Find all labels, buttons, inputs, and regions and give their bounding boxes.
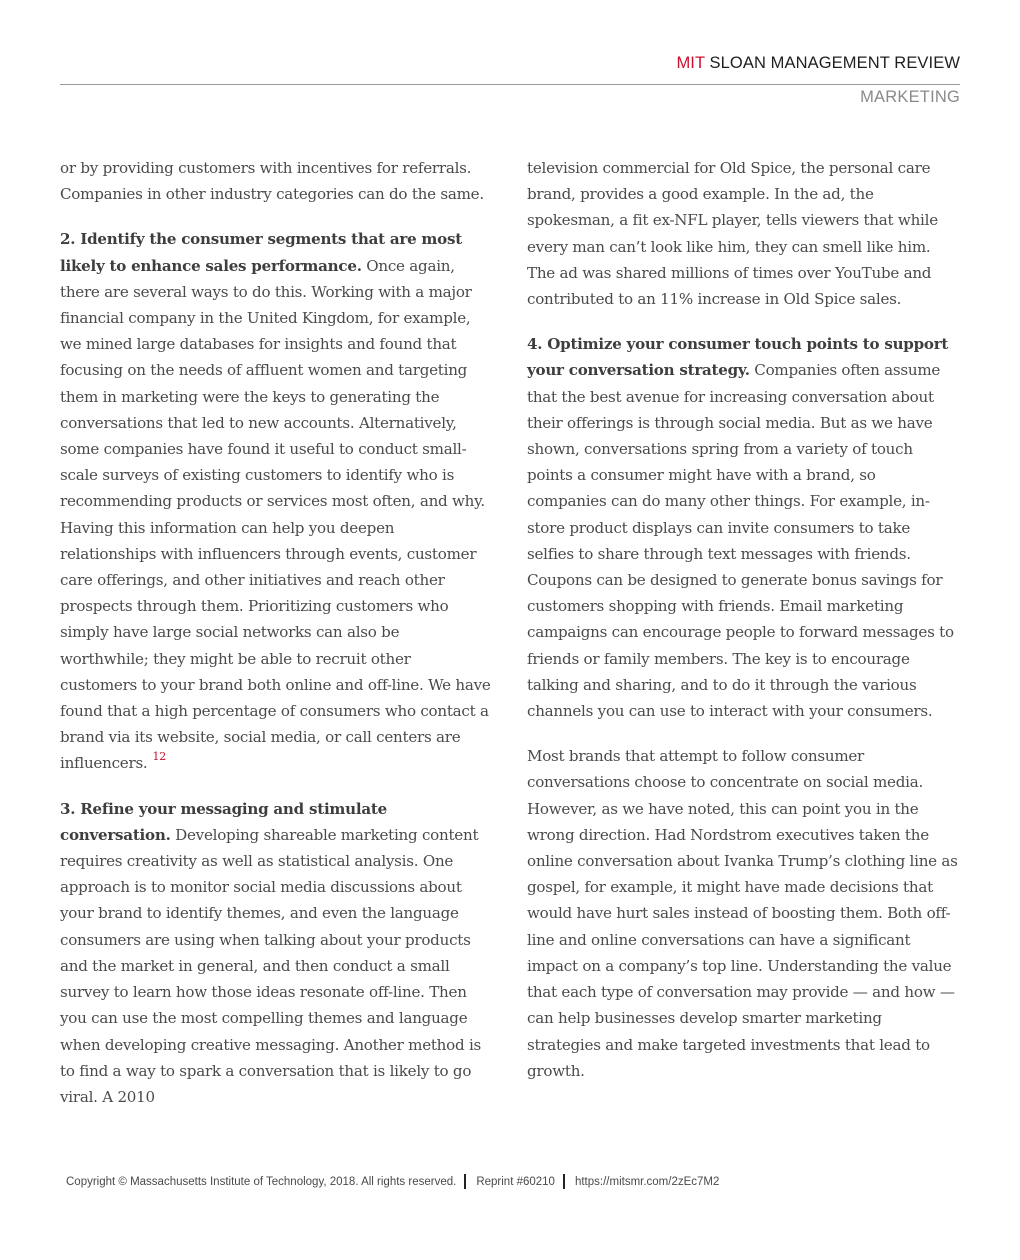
brand-mit: MIT xyxy=(676,54,705,72)
paragraph-heading: 2. Identify the consumer segments that are most likely to enhance sales performance. xyxy=(60,230,462,275)
paragraph xyxy=(527,743,959,1084)
footer-separator xyxy=(464,1174,466,1189)
paragraph-text: television commercial for Old Spice, the personal care brand, provides a good example. In the ad, the spokesman, a fit ex-NFL player, tells viewers that while every man can’t look like him, they can smell like him. The ad was shared millions of times over YouTube and contributed to an 11% increase in Old Spice sales. xyxy=(527,159,938,309)
paragraph xyxy=(60,226,492,776)
left-column xyxy=(60,155,492,1129)
copyright-text: Copyright © Massachusetts Institute of Technology, 2018. All rights reserved. xyxy=(66,1176,457,1188)
footer-separator xyxy=(563,1174,565,1189)
paragraph-text: Developing shareable marketing content requires creativity as well as statistical analysis. One approach is to monitor social media discussions about your brand to identify themes, and even the language consumers are using when talking about your products and the market in general, and then conduct a small survey to learn how those ideas resonate off-line. Then you can use the most compelling themes and language when developing creative messaging. Another method is to find a way to spark a conversation that is likely to go viral. A 2010 xyxy=(60,825,482,1106)
paragraph-text: Companies often assume that the best avenue for increasing conversation about their offerings is through social media. But as we have shown, conversations spring from a variety of touch points a consumer might have with a brand, so companies can do many other things. For example, in-store product displays can invite consumers to take selfies to share through text messages with friends. Coupons can be designed to generate bonus savings for customers shopping with friends. Email marketing campaigns can encourage people to forward messages to friends or family members. The key is to encourage talking and sharing, and to do it through the various channels you can use to interact with your consumers. xyxy=(527,361,954,721)
paragraph-text: or by providing customers with incentives for referrals. Companies in other industry categories can do the same. xyxy=(60,159,484,204)
header-rule xyxy=(60,84,960,85)
publication-masthead xyxy=(676,54,960,73)
right-column xyxy=(527,155,959,1103)
page-footer xyxy=(66,1174,719,1189)
brand-name: SLOAN MANAGEMENT REVIEW xyxy=(709,54,960,72)
reprint-number: Reprint #60210 xyxy=(476,1176,555,1188)
reprint-url-link[interactable]: https://mitsmr.com/2zEc7M2 xyxy=(574,1176,720,1188)
paragraph xyxy=(60,155,492,207)
paragraph-text: Once again, there are several ways to do this. Working with a major financial company in the United Kingdom, for example, we mined large databases for insights and found that focusing on the needs of affluent women and targeting them in marketing were the keys to generating the conversations that led to new accounts. Alternatively, some companies have found it useful to conduct small-scale surveys of existing customers to identify who is recommending products or services most often, and why. Having this information can help you deepen relationships with influencers through events, customer care offerings, and other initiatives and reach other prospects through them. Prioritizing customers who simply have large social networks can also be worthwhile; they might be able to recruit other customers to your brand both online and off-line. We have found that a high percentage of consumers who contact a brand via its website, social media, or call centers are influencers. xyxy=(60,256,491,773)
paragraph xyxy=(527,331,959,724)
paragraph xyxy=(527,155,959,312)
section-label: MARKETING xyxy=(860,88,960,106)
paragraph-heading: 4. Optimize your consumer touch points to support your conversation strategy. xyxy=(527,335,949,380)
footnote-marker[interactable]: 12 xyxy=(152,750,166,764)
paragraph xyxy=(60,796,492,1110)
paragraph-text: Most brands that attempt to follow consumer conversations choose to concentrate on social media. However, as we have noted, this can point you in the wrong direction. Had Nordstrom executives taken the online conversation about Ivanka Trump’s clothing line as gospel, for example, it might have made decisions that would have hurt sales instead of boosting them. Both off-line and online conversations can have a significant impact on a company’s top line. Understanding the value that each type of conversation may provide — and how — can help businesses develop smarter marketing strategies and make targeted investments that lead to growth. xyxy=(527,747,958,1080)
paragraph-heading: 3. Refine your messaging and stimulate conversation. xyxy=(60,799,387,844)
